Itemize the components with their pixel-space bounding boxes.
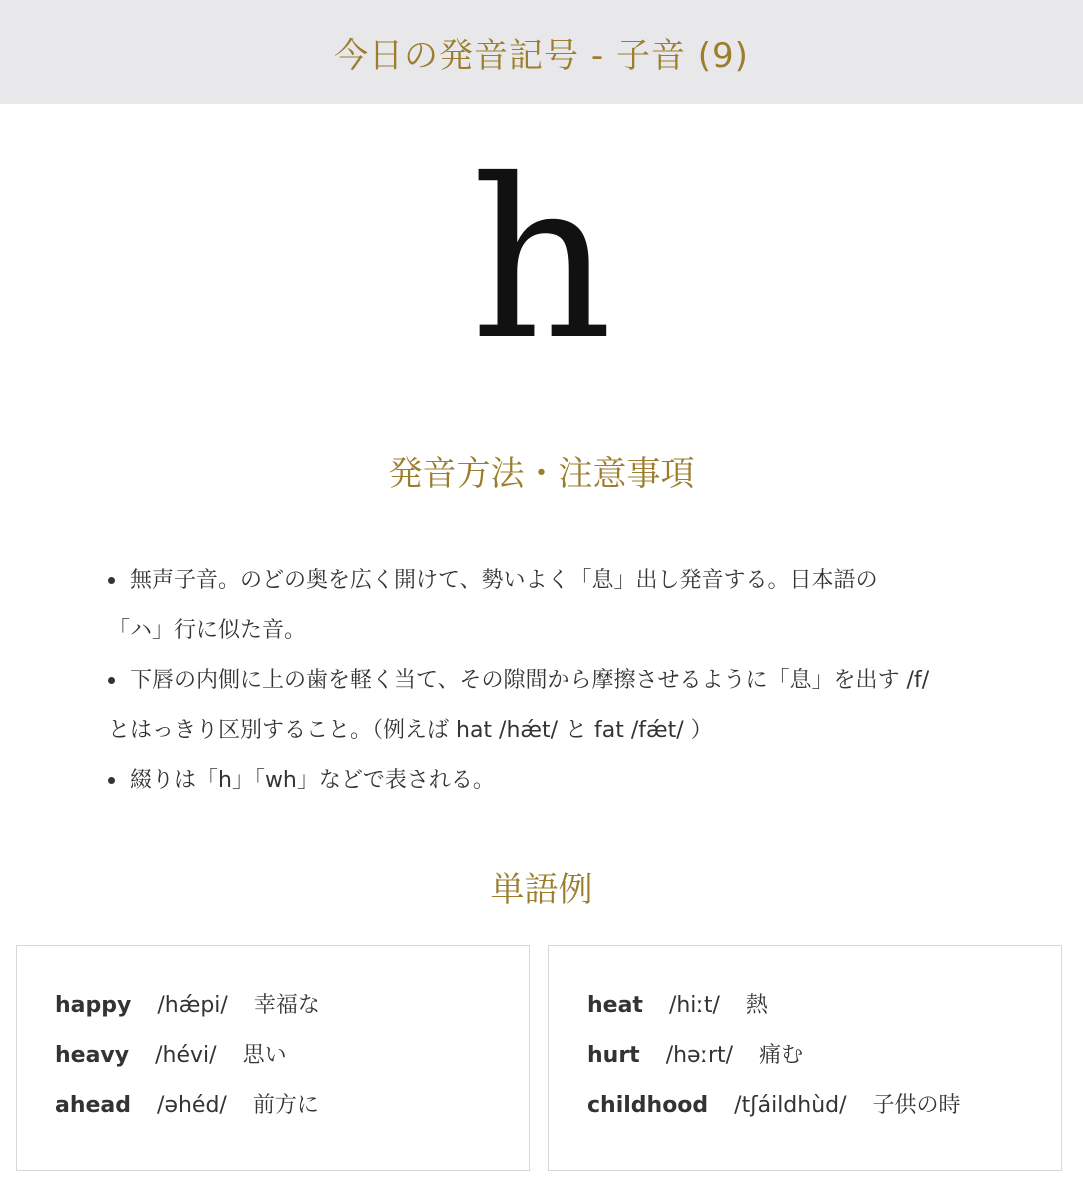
note-item [108, 656, 1048, 756]
example-row [549, 988, 1061, 1038]
method-section-title: 発音方法・注意事項 [388, 454, 695, 494]
example-meaning: 痛む [759, 1043, 804, 1068]
example-row [549, 1038, 1061, 1088]
note-text-line: とはっきり区別すること。（例えば hat /hǽt/ と fat /fǽt/ ） [108, 718, 713, 743]
phonetic-symbol: h [470, 132, 613, 388]
examples-section-title: 単語例 [490, 870, 593, 910]
example-word: heavy [55, 1043, 130, 1068]
example-meaning: 幸福な [253, 993, 320, 1018]
example-row [17, 1088, 529, 1138]
example-row [17, 988, 529, 1038]
example-row [549, 1088, 1061, 1138]
note-text-line: 無声子音。のどの奥を広く開けて、勢いよく「息」出し発音する。日本語の [130, 568, 878, 593]
example-word: childhood [587, 1093, 709, 1118]
example-ipa: /hiːt/ [668, 993, 720, 1018]
example-ipa: /hǽpi/ [157, 993, 228, 1018]
example-word: hurt [587, 1043, 640, 1068]
example-meaning: 思い [242, 1043, 287, 1068]
example-ipa: /hévi/ [155, 1043, 217, 1068]
bullet-icon [108, 677, 115, 684]
example-ipa: /həːrt/ [665, 1043, 734, 1068]
example-ipa: /tʃáildhùd/ [734, 1093, 847, 1118]
note-text-line: 綴りは「h」「wh」などで表される。 [130, 768, 495, 793]
example-ipa: /əhéd/ [157, 1093, 227, 1118]
example-meaning: 熱 [745, 993, 768, 1018]
bullet-icon [108, 777, 115, 784]
example-meaning: 子供の時 [872, 1093, 961, 1118]
examples-box-left [16, 945, 530, 1171]
note-item [108, 756, 1048, 806]
examples-box-right [548, 945, 1062, 1171]
example-meaning: 前方に [252, 1093, 319, 1118]
example-row [17, 1038, 529, 1088]
method-notes-list [108, 556, 1048, 806]
note-text-line: 下唇の内側に上の歯を軽く当て、その隙間から摩擦させるように「息」を出す /f/ [130, 668, 930, 693]
example-word: heat [587, 993, 643, 1018]
page-title: 今日の発音記号 - 子音 (9) [334, 35, 749, 76]
example-word: ahead [55, 1093, 132, 1118]
note-item [108, 556, 1048, 656]
example-word: happy [55, 993, 132, 1018]
note-text-line: 「ハ」行に似た音。 [108, 618, 307, 643]
page-header [0, 0, 1083, 104]
bullet-icon [108, 577, 115, 584]
